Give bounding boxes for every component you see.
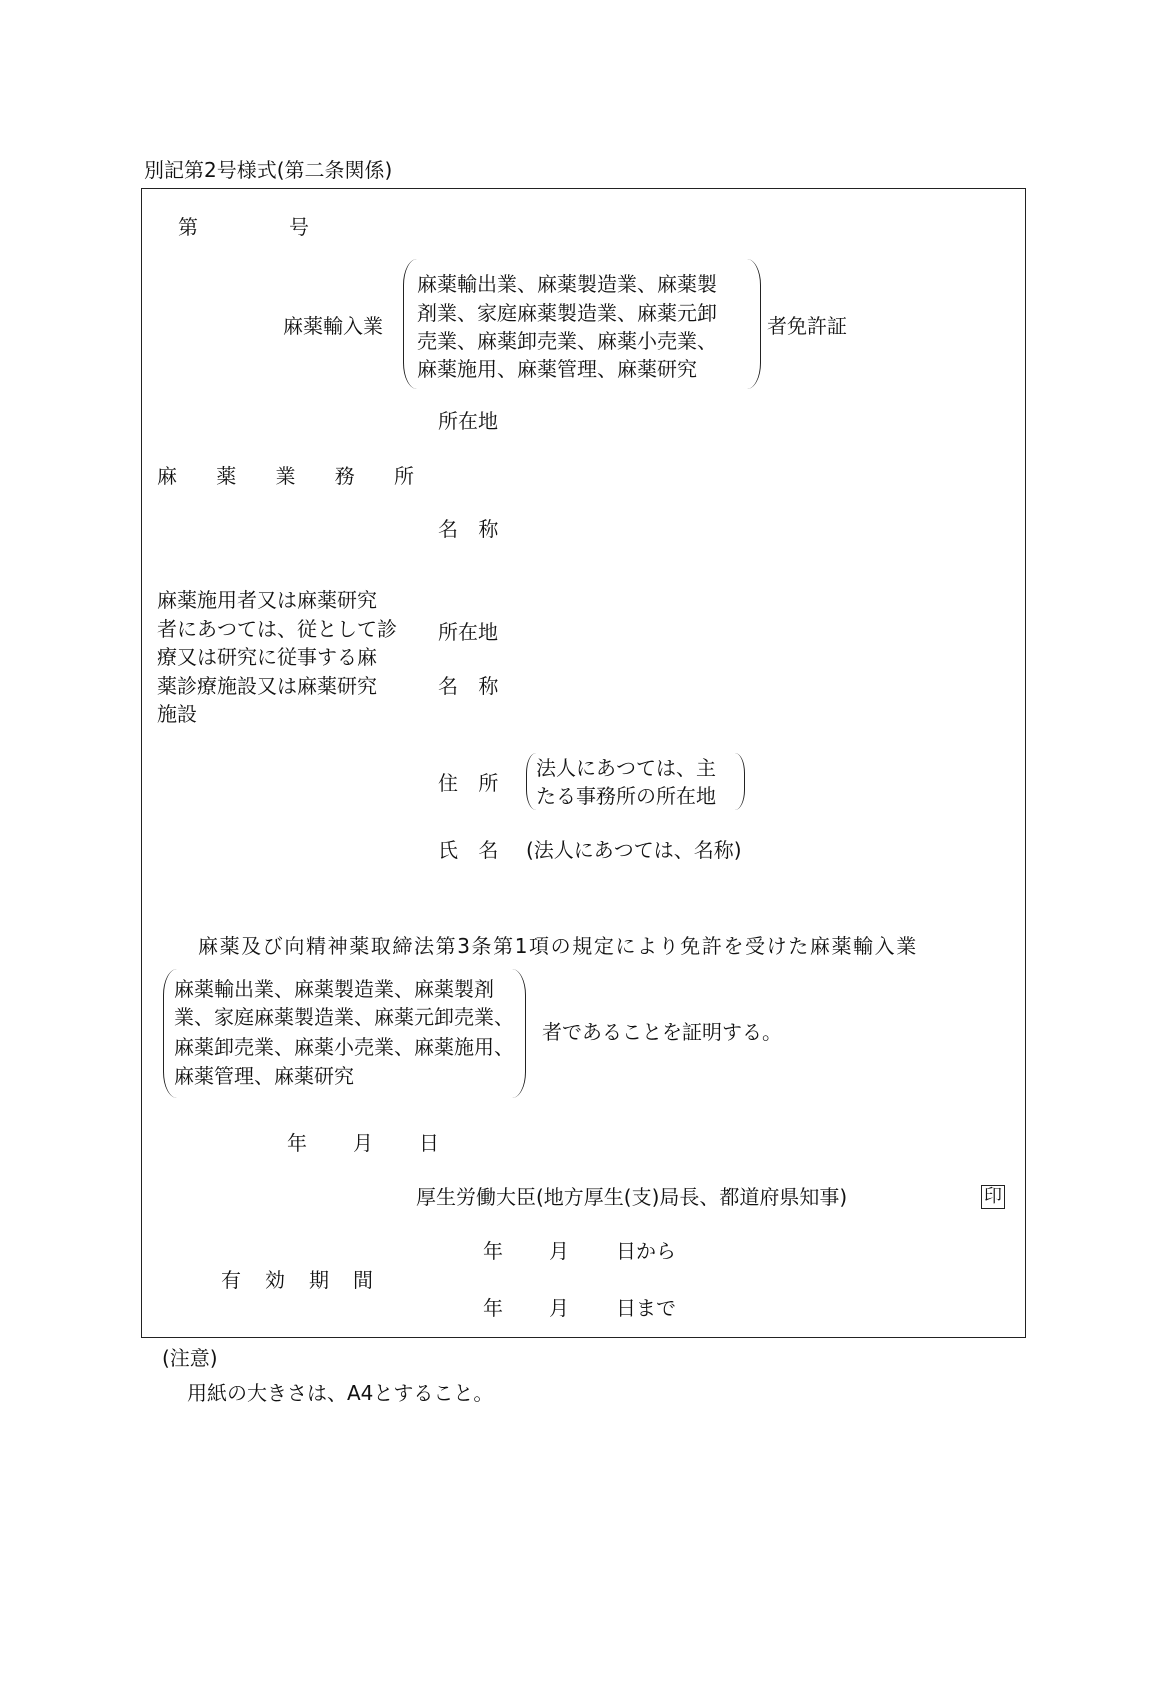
- notes-heading: (注意): [162, 1346, 218, 1370]
- license-prefix: 麻薬輸入業: [283, 314, 383, 338]
- number-go: 号: [289, 215, 309, 239]
- license-option-line: 剤業、家庭麻薬製造業、麻薬元卸: [417, 301, 717, 325]
- certification-option-line: 業、家庭麻薬製造業、麻薬元卸売業、: [174, 1005, 514, 1029]
- facility-label-line: 薬診療施設又は麻薬研究: [157, 674, 377, 698]
- address-note-line: たる事務所の所在地: [536, 784, 716, 808]
- seal-mark: 印: [981, 1185, 1005, 1209]
- validity-label: [221, 1268, 373, 1292]
- certification-option-line: 麻薬卸売業、麻薬小売業、麻薬施用、: [174, 1035, 514, 1059]
- valid-from-day: 日から: [616, 1239, 676, 1263]
- validity-label-char: 効: [265, 1268, 285, 1292]
- validity-label-char: 期: [309, 1268, 329, 1292]
- valid-from-year: 年: [483, 1239, 503, 1263]
- facility-label-line: 施設: [157, 702, 197, 726]
- license-option-line: 麻薬施用、麻薬管理、麻薬研究: [417, 357, 697, 381]
- form-title: 別記第2号様式(第二条関係): [144, 158, 393, 182]
- validity-label-char: 間: [353, 1268, 373, 1292]
- office-label: [157, 464, 414, 488]
- office-location-label: 所在地: [438, 409, 498, 433]
- facility-name-label: 名 称: [438, 674, 499, 698]
- facility-label-line: 麻薬施用者又は麻薬研究: [157, 588, 377, 612]
- office-label-char: 薬: [216, 464, 237, 488]
- note-item: 用紙の大きさは、A4とすること。: [187, 1381, 494, 1405]
- valid-to-day: 日まで: [616, 1296, 676, 1320]
- number-dai: 第: [178, 215, 198, 239]
- facility-label-line: 療又は研究に従事する麻: [157, 645, 377, 669]
- name-note: (法人にあつては、名称): [526, 838, 742, 862]
- certification-option-line: 麻薬輸出業、麻薬製造業、麻薬製剤: [174, 977, 494, 1001]
- address-note-line: 法人にあつては、主: [536, 756, 716, 780]
- issue-day: 日: [419, 1131, 439, 1155]
- issue-month: 月: [353, 1131, 373, 1155]
- name-label: 氏 名: [438, 838, 499, 862]
- address-label: 住 所: [438, 771, 499, 795]
- license-option-line: 麻薬輸出業、麻薬製造業、麻薬製: [417, 272, 717, 296]
- certification-sentence: 麻薬及び向精神薬取締法第3条第1項の規定により免許を受けた麻薬輸入業: [198, 934, 918, 958]
- license-option-line: 売業、麻薬卸売業、麻薬小売業、: [417, 329, 717, 353]
- issuer: 厚生労働大臣(地方厚生(支)局長、都道府県知事): [416, 1185, 848, 1209]
- validity-label-char: 有: [221, 1268, 241, 1292]
- office-label-char: 業: [275, 464, 296, 488]
- facility-label-line: 者にあつては、従として診: [157, 617, 397, 641]
- issue-year: 年: [287, 1131, 307, 1155]
- valid-to-month: 月: [549, 1296, 569, 1320]
- office-label-char: 所: [394, 464, 414, 488]
- valid-to-year: 年: [483, 1296, 503, 1320]
- certification-option-line: 麻薬管理、麻薬研究: [174, 1064, 354, 1088]
- certification-suffix: 者であることを証明する。: [542, 1020, 782, 1044]
- office-name-label: 名 称: [438, 517, 499, 541]
- license-suffix: 者免許証: [767, 314, 847, 338]
- facility-location-label: 所在地: [438, 620, 498, 644]
- office-label-char: 麻: [157, 464, 177, 488]
- office-label-char: 務: [334, 464, 355, 488]
- valid-from-month: 月: [549, 1239, 569, 1263]
